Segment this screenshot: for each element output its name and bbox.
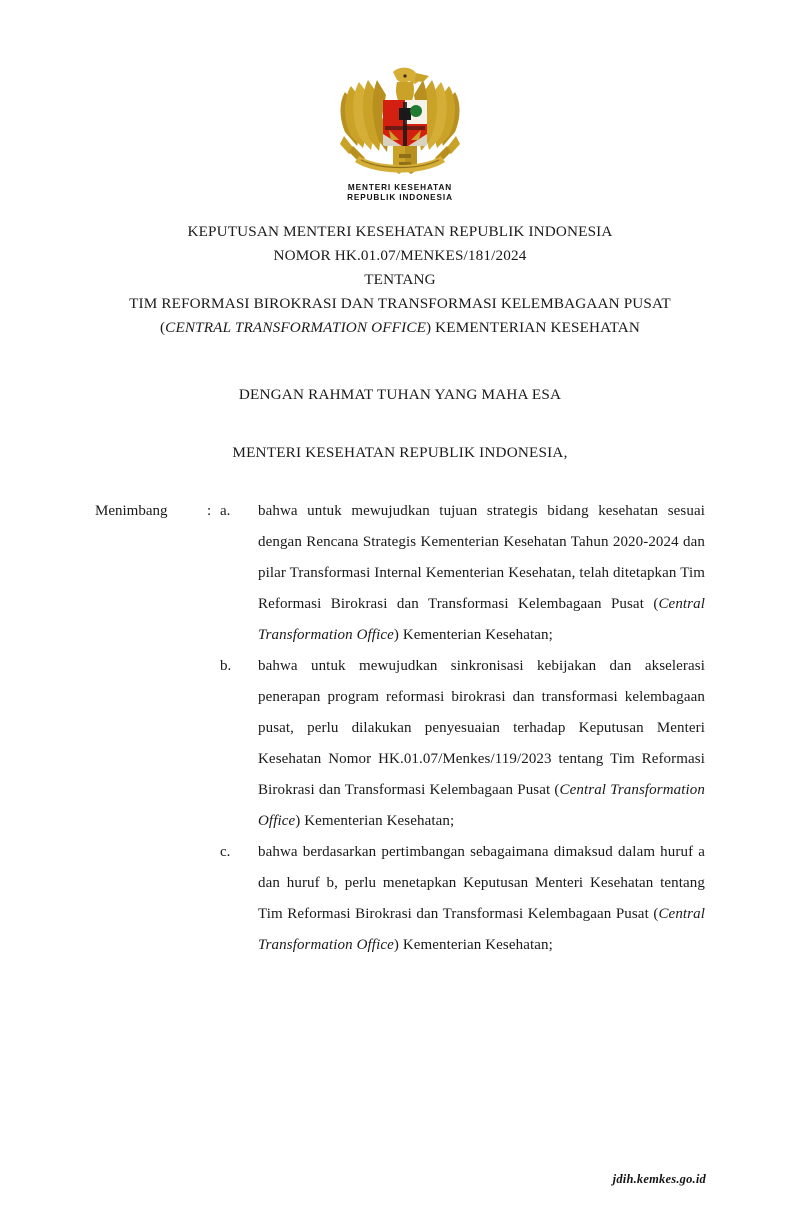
title-line-tentang: TENTANG	[364, 271, 436, 288]
considerations-section	[0, 496, 800, 961]
invocation-rahmat-tuhan: DENGAN RAHMAT TUHAN YANG MAHA ESA	[238, 386, 562, 403]
consideration-letter-c: c.	[220, 844, 231, 860]
consideration-body-b	[258, 651, 705, 837]
title-paren-open: (	[159, 319, 166, 336]
footer-watermark: jdih.kemkes.go.id	[612, 1172, 706, 1186]
document-title-block	[60, 220, 740, 340]
garuda-pancasila-emblem	[337, 62, 463, 182]
emblem-caption-line-1: MENTERI KESEHATAN	[347, 183, 453, 192]
consideration-c-text-after: ) Kementerian Kesehatan;	[393, 937, 553, 953]
consideration-a-text-italic: Central Transformation Office	[258, 596, 705, 643]
title-subject-italic: CENTRAL TRANSFORMATION OFFICE	[165, 319, 427, 336]
title-line-number: NOMOR HK.01.07/MENKES/181/2024	[273, 247, 527, 264]
consideration-item-b	[0, 651, 800, 837]
consideration-body-a	[258, 496, 705, 651]
consideration-b-text-italic: Central Transformation Office	[258, 782, 705, 829]
emblem-caption-line-2: REPUBLIK INDONESIA	[347, 192, 453, 202]
consideration-c-text-italic: Central Transformation Office	[258, 906, 705, 953]
consideration-item-a	[0, 496, 800, 651]
consideration-c-text-before: bahwa berdasarkan pertimbangan sebagaimana dimaksud dalam huruf a dan huruf b, perlu menetapkan Keputusan Menteri Kesehatan tentang Tim Reformasi Birokrasi dan Transformasi Kelembagaan Pusat (	[258, 844, 705, 922]
title-paren-close: ) KEMENTERIAN KESEHATAN	[426, 319, 641, 336]
consideration-letter-a: a.	[220, 503, 231, 519]
emblem-caption	[0, 183, 800, 202]
consideration-b-text-before: bahwa untuk mewujudkan sinkronisasi kebijakan dan akselerasi penerapan program reformasi birokrasi dan transformasi kelembagaan pusat, perlu dilakukan penyesuaian terhadap Keputusan Menteri Kesehatan Nomor HK.01.07/Menkes/119/2023 tentang Tim Reformasi Birokrasi dan Transformasi Kelembagaan Pusat (	[258, 658, 705, 798]
consideration-body-c	[258, 837, 705, 961]
invocation-menteri-kesehatan: MENTERI KESEHATAN REPUBLIK INDONESIA,	[232, 444, 568, 461]
consideration-a-text-after: ) Kementerian Kesehatan;	[393, 627, 553, 643]
considerations-label: Menimbang	[95, 503, 168, 519]
consideration-letter-b: b.	[220, 658, 232, 674]
consideration-a-text-before: bahwa untuk mewujudkan tujuan strategis bidang kesehatan sesuai dengan Rencana Strategis Kementerian Kesehatan Tahun 2020-2024 dan pilar Transformasi Internal Kementerian Kesehatan, telah ditetapkan Tim Reformasi Birokrasi dan Transformasi Kelembagaan Pusat (	[258, 503, 705, 612]
considerations-colon: :	[207, 503, 212, 519]
emblem-block	[0, 62, 800, 202]
title-line-subject-2	[60, 316, 740, 340]
consideration-item-c	[0, 837, 800, 961]
title-line-subject-1: TIM REFORMASI BIROKRASI DAN TRANSFORMASI KELEMBAGAAN PUSAT	[129, 295, 671, 312]
consideration-b-text-after: ) Kementerian Kesehatan;	[295, 813, 455, 829]
title-line-decree: KEPUTUSAN MENTERI KESEHATAN REPUBLIK INDONESIA	[187, 223, 613, 240]
